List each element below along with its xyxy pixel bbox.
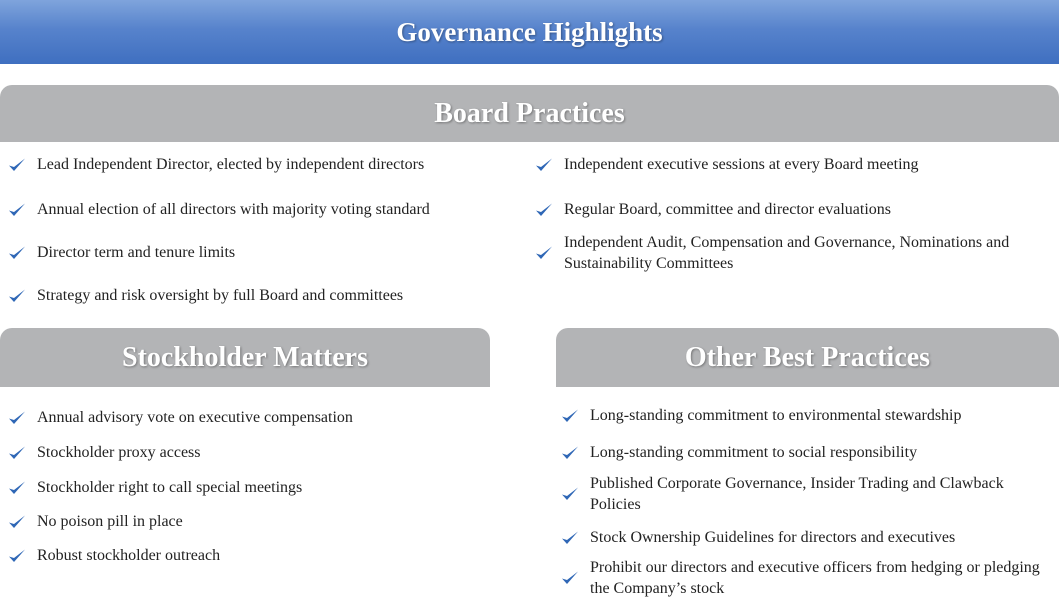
list-item-text: Annual advisory vote on executive compensation (37, 409, 353, 426)
stockholder-matters-title: Stockholder Matters (122, 341, 368, 373)
list-item (535, 232, 1050, 274)
checkmark-icon (535, 201, 553, 219)
checkmark-icon (561, 407, 579, 425)
list-item-text: Stockholder right to call special meetings (37, 479, 303, 496)
page-title: Governance Highlights (396, 16, 663, 47)
checkmark-icon (8, 409, 26, 427)
list-item-text: Stockholder proxy access (37, 444, 201, 461)
list-item (8, 242, 518, 263)
list-item-text: Published Corporate Governance, Insider Trading and Clawback Policies (590, 475, 1004, 513)
list-item (8, 545, 488, 566)
list-item-text: Robust stockholder outreach (37, 547, 221, 564)
checkmark-icon (561, 529, 579, 547)
checkmark-icon (8, 479, 26, 497)
list-item (561, 527, 1051, 548)
other-best-practices-header (556, 328, 1059, 387)
list-item (561, 473, 1051, 515)
list-item-text: Independent Audit, Compensation and Governance, Nominations and Sustainability Committees (564, 234, 1010, 272)
list-item-text: Long-standing commitment to social responsibility (590, 444, 918, 461)
checkmark-icon (561, 485, 579, 503)
list-item (8, 199, 518, 220)
checkmark-icon (561, 444, 579, 462)
list-item (561, 405, 1051, 426)
checkmark-icon (8, 201, 26, 219)
stockholder-matters-header (0, 328, 490, 387)
list-item (8, 477, 488, 498)
list-item-text: Strategy and risk oversight by full Board and committees (37, 287, 404, 304)
list-item (561, 557, 1051, 599)
checkmark-icon (8, 444, 26, 462)
list-item-text: Lead Independent Director, elected by independent directors (37, 156, 425, 173)
list-item-text: Independent executive sessions at every Board meeting (564, 156, 919, 173)
list-item (8, 511, 488, 532)
list-item-text: No poison pill in place (37, 513, 183, 530)
list-item-text: Annual election of all directors with majority voting standard (37, 201, 430, 218)
checkmark-icon (535, 244, 553, 262)
checkmark-icon (561, 569, 579, 587)
list-item (535, 154, 1050, 175)
list-item-text: Stock Ownership Guidelines for directors and executives (590, 529, 956, 546)
list-item-text: Regular Board, committee and director evaluations (564, 201, 891, 218)
list-item (535, 199, 1050, 220)
list-item-text: Director term and tenure limits (37, 244, 236, 261)
other-best-practices-title: Other Best Practices (684, 341, 931, 373)
list-item (8, 442, 488, 463)
checkmark-icon (535, 156, 553, 174)
list-item-text: Long-standing commitment to environmental stewardship (590, 407, 962, 424)
list-item-text: Prohibit our directors and executive officers from hedging or pledging the Company’s stock (590, 559, 1040, 597)
board-practices-title: Board Practices (434, 97, 625, 129)
board-practices-header (0, 85, 1059, 142)
checkmark-icon (8, 156, 26, 174)
list-item (561, 442, 1051, 463)
checkmark-icon (8, 287, 26, 305)
list-item (8, 285, 518, 306)
checkmark-icon (8, 244, 26, 262)
list-item (8, 407, 488, 428)
checkmark-icon (8, 513, 26, 531)
governance-banner (0, 0, 1059, 64)
list-item (8, 154, 518, 175)
checkmark-icon (8, 547, 26, 565)
